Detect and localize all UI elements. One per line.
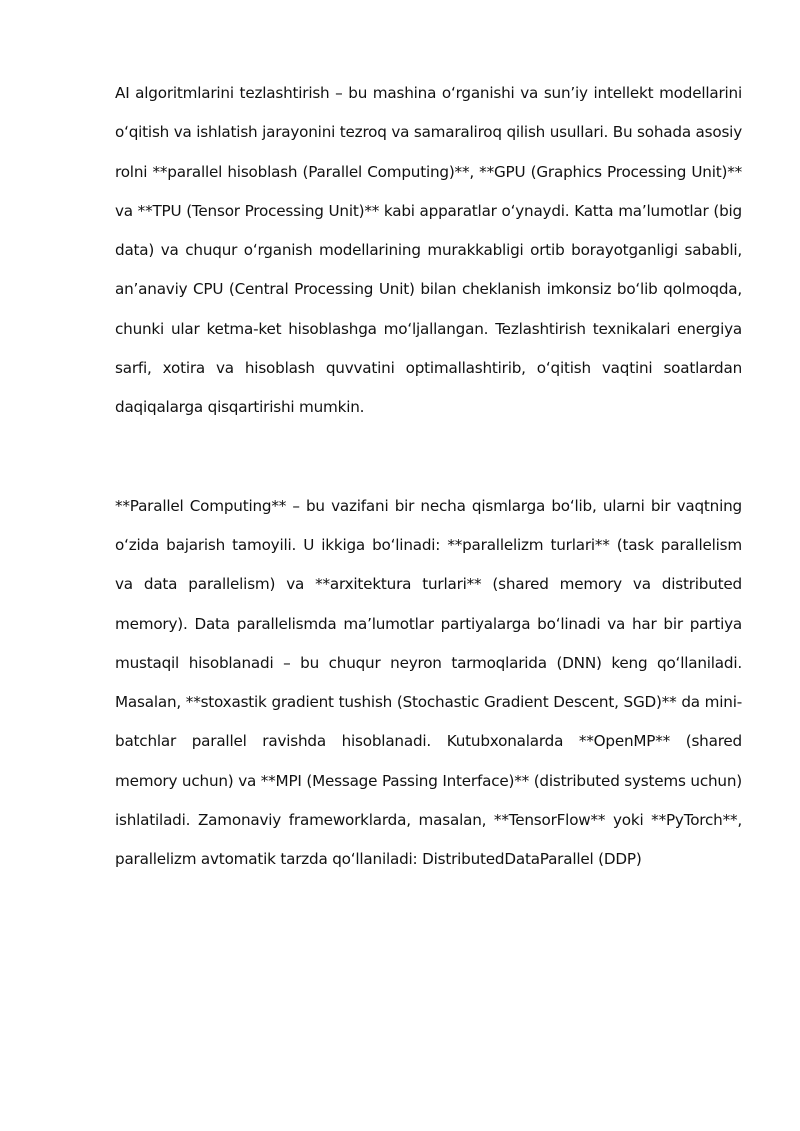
- paragraph-ai-acceleration: AI algoritmlarini tezlashtirish – bu mashina oʻrganishi va sun’iy intellekt modellarini oʻqitish va ishlatish jarayonini tezroq va samaraliroq qilish usullari. Bu sohada asosiy rolni **parallel hisoblash (Parallel Computing)**, **GPU (Graphics Processing Unit)** va **TPU (Tensor Processing Unit)** kabi apparatlar oʻynaydi. Katta ma’lumotlar (big data) va chuqur oʻrganish modellarining murakkabligi ortib borayotganligi sababli, an’anaviy CPU (Central Processing Unit) bilan cheklanish imkonsiz boʻlib qolmoqda, chunki ular ketma-ket hisoblashga moʻljallangan. Tezlashtirish texnikalari energiya sarfi, xotira va hisoblash quvvatini optimallashtirib, oʻqitish vaqtini soatlardan daqiqalarga qisqartirishi mumkin.: [115, 84, 742, 417]
- paragraph-parallel-computing: **Parallel Computing** – bu vazifani bir necha qismlarga boʻlib, ularni bir vaqtning oʻzida bajarish tamoyili. U ikkiga boʻlinadi: **parallelizm turlari** (task parallelism va data parallelism) va **arxitektura turlari** (shared memory va distributed memory). Data parallelismda ma’lumotlar partiyalarga boʻlinadi va har bir partiya mustaqil hisoblanadi – bu chuqur neyron tarmoqlarida (DNN) keng qoʻllaniladi. Masalan, **stoxastik gradient tushish (Stochastic Gradient Descent, SGD)** da mini-batchlar parallel ravishda hisoblanadi. Kutubxonalarda **OpenMP** (shared memory uchun) va **MPI (Message Passing Interface)** (distributed systems uchun) ishlatiladi. Zamonaviy frameworklarda, masalan, **TensorFlow** yoki **PyTorch**, parallelizm avtomatik tarzda qoʻllaniladi: DistributedDataParallel (DDP): [115, 496, 742, 869]
- document-body: [115, 74, 742, 880]
